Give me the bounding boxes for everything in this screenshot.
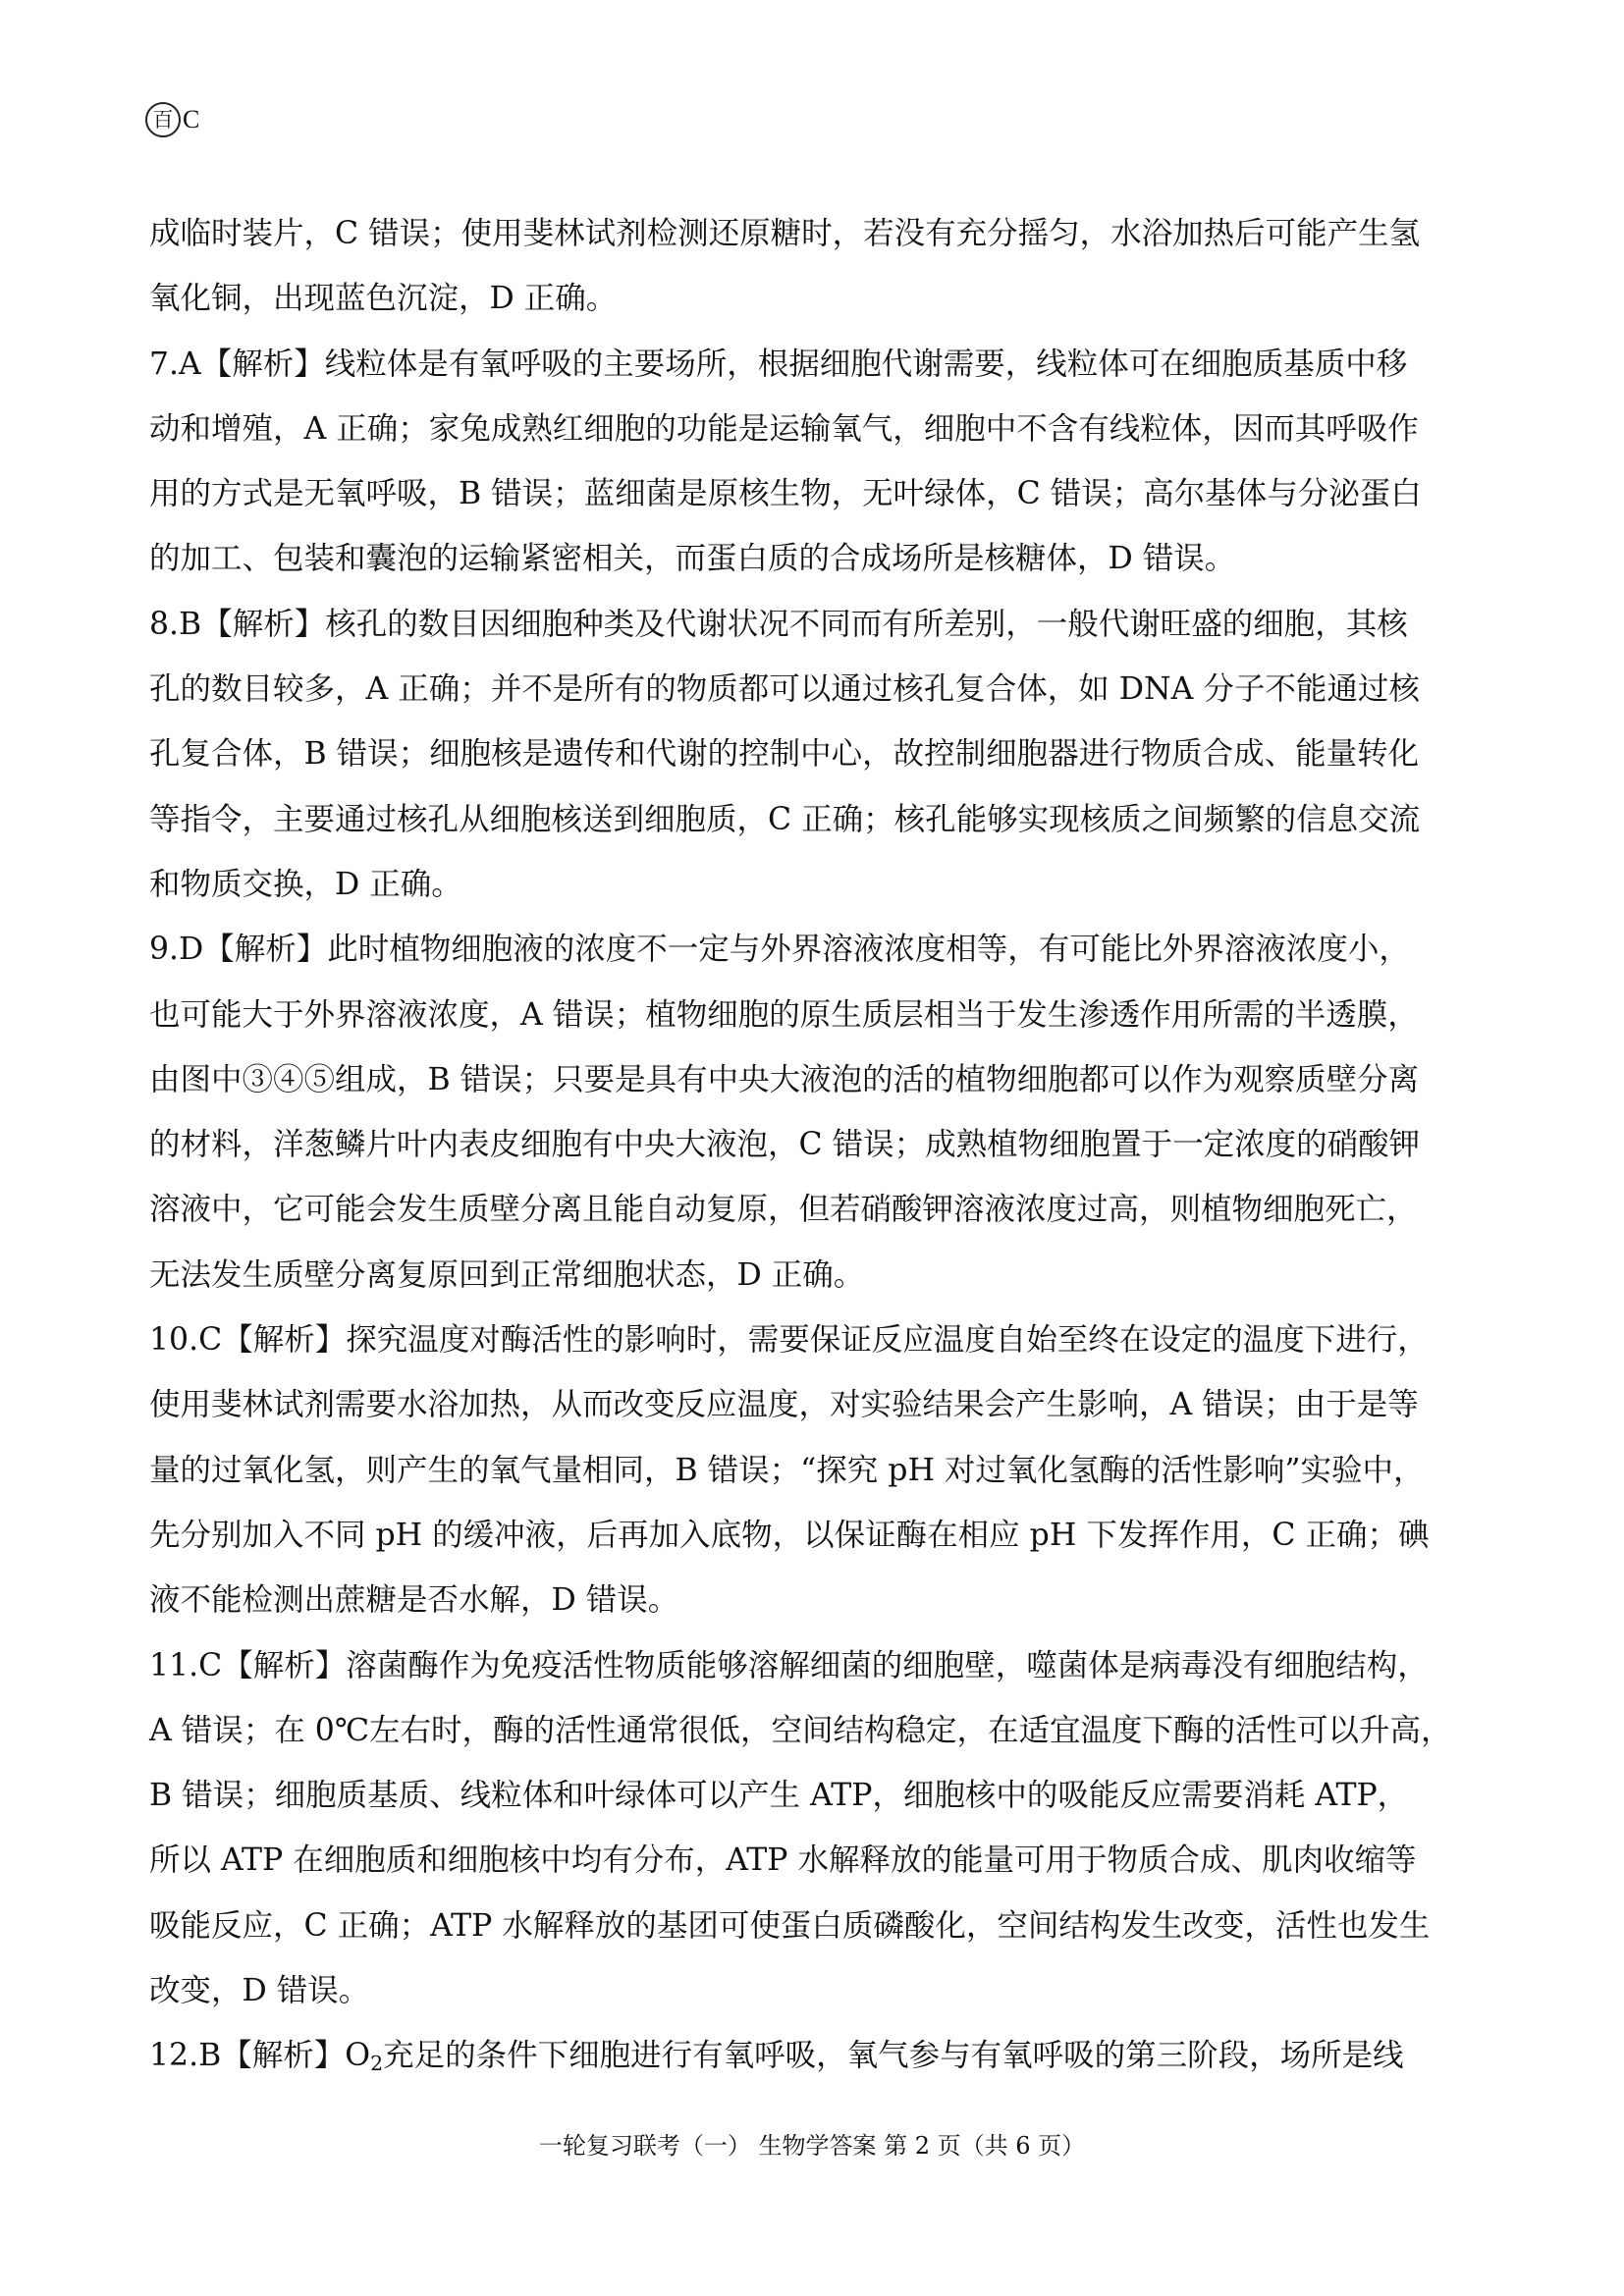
text-line: 使用斐林试剂需要水浴加热，从而改变反应温度，对实验结果会产生影响，A 错误；由于是等: [149, 1387, 1419, 1423]
text-line: 液不能检测出蔗糖是否水解，D 错误。: [149, 1582, 679, 1619]
text-line: 先分别加入不同 pH 的缓冲液，后再加入底物，以保证酶在相应 pH 下发挥作用，C 正确；碘: [149, 1517, 1430, 1553]
text-line: 等指令，主要通过核孔从细胞核送到细胞质，C 正确；核孔能够实现核质之间频繁的信息交流: [149, 801, 1421, 837]
text-line: 8.B【解析】核孔的数目因细胞种类及代谢状况不同而有所差别，一般代谢旺盛的细胞，其核: [149, 606, 1408, 642]
text-line: 7.A【解析】线粒体是有氧呼吸的主要场所，根据细胞代谢需要，线粒体可在细胞质基质中移: [149, 346, 1408, 382]
text-line: 氧化铜，出现蓝色沉淀，D 正确。: [149, 281, 618, 317]
text-line-last: [149, 2023, 1494, 2096]
text-fragment: 12.B【解析】O: [149, 2038, 371, 2074]
text-line: 溶液中，它可能会发生质壁分离且能自动复原，但若硝酸钾溶液浓度过高，则植物细胞死亡，: [149, 1192, 1418, 1228]
text-line: 9.D【解析】此时植物细胞液的浓度不一定与外界溶液浓度相等，有可能比外界溶液浓度小，: [149, 932, 1410, 968]
text-line: 的材料，洋葱鳞片叶内表皮细胞有中央大液泡，C 错误；成熟植物细胞置于一定浓度的硝酸钾: [149, 1127, 1421, 1163]
subscript-2: 2: [370, 2052, 384, 2076]
text-line: 孔复合体，B 错误；细胞核是遗传和代谢的控制中心，故控制细胞器进行物质合成、能量转化: [149, 736, 1420, 773]
text-line: 11.C【解析】溶菌酶作为免疫活性物质能够溶解细菌的细胞壁，噬菌体是病毒没有细胞结构，: [149, 1647, 1429, 1683]
text-line: B 错误；细胞质基质、线粒体和叶绿体可以产生 ATP，细胞核中的吸能反应需要消耗 ATP，: [149, 1778, 1409, 1814]
text-line: 无法发生质壁分离复原回到正常细胞状态，D 正确。: [149, 1256, 865, 1293]
answer-text: [149, 201, 1494, 2097]
text-line: 孔的数目较多，A 正确；并不是所有的物质都可以通过核孔复合体，如 DNA 分子不能通过核: [149, 671, 1420, 708]
text-line: 10.C【解析】探究温度对酶活性的影响时，需要保证反应温度自始至终在设定的温度下进行，: [149, 1322, 1429, 1359]
page-footer: 一轮复习联考（一） 生物学答案 第 2 页（共 6 页）: [538, 2132, 1086, 2160]
logo-letter: C: [183, 105, 200, 133]
logo-seal-icon: 百: [145, 102, 181, 137]
text-line: 用的方式是无氧呼吸，B 错误；蓝细菌是原核生物，无叶绿体，C 错误；高尔基体与分泌蛋白: [149, 476, 1422, 512]
text-line: 由图中③④⑤组成，B 错误；只要是具有中央大液泡的活的植物细胞都可以作为观察质壁分离: [149, 1061, 1420, 1097]
text-line: 也可能大于外界溶液浓度，A 错误；植物细胞的原生质层相当于发生渗透作用所需的半透膜，: [149, 996, 1419, 1033]
text-line: 吸能反应，C 正确；ATP 水解释放的基团可使蛋白质磷酸化，空间结构发生改变，活性也发生: [149, 1907, 1431, 1944]
text-line: A 错误；在 0℃左右时，酶的活性通常很低，空间结构稳定，在适宜温度下酶的活性可以升高，: [149, 1712, 1452, 1748]
text-fragment: 充足的条件下细胞进行有氧呼吸，氧气参与有氧呼吸的第三阶段，场所是线: [383, 2038, 1404, 2074]
text-line: 所以 ATP 在细胞质和细胞核中均有分布，ATP 水解释放的能量可用于物质合成、肌肉收缩等: [149, 1842, 1417, 1879]
text-line: 量的过氧化氢，则产生的氧气量相同，B 错误；“探究 pH 对过氧化氢酶的活性影响”实验中，: [149, 1452, 1425, 1488]
text-line: 和物质交换，D 正确。: [149, 866, 462, 902]
text-line: 改变，D 错误。: [149, 1973, 370, 2009]
text-line: 的加工、包装和囊泡的运输紧密相关，而蛋白质的合成场所是核糖体，D 错误。: [149, 541, 1236, 577]
publisher-logo: [145, 102, 199, 137]
text-line: 成临时装片，C 错误；使用斐林试剂检测还原糖时，若没有充分摇匀，水浴加热后可能产生氢: [149, 216, 1421, 251]
text-line: 动和增殖，A 正确；家兔成熟红细胞的功能是运输氧气，细胞中不含有线粒体，因而其呼吸作: [149, 410, 1419, 447]
